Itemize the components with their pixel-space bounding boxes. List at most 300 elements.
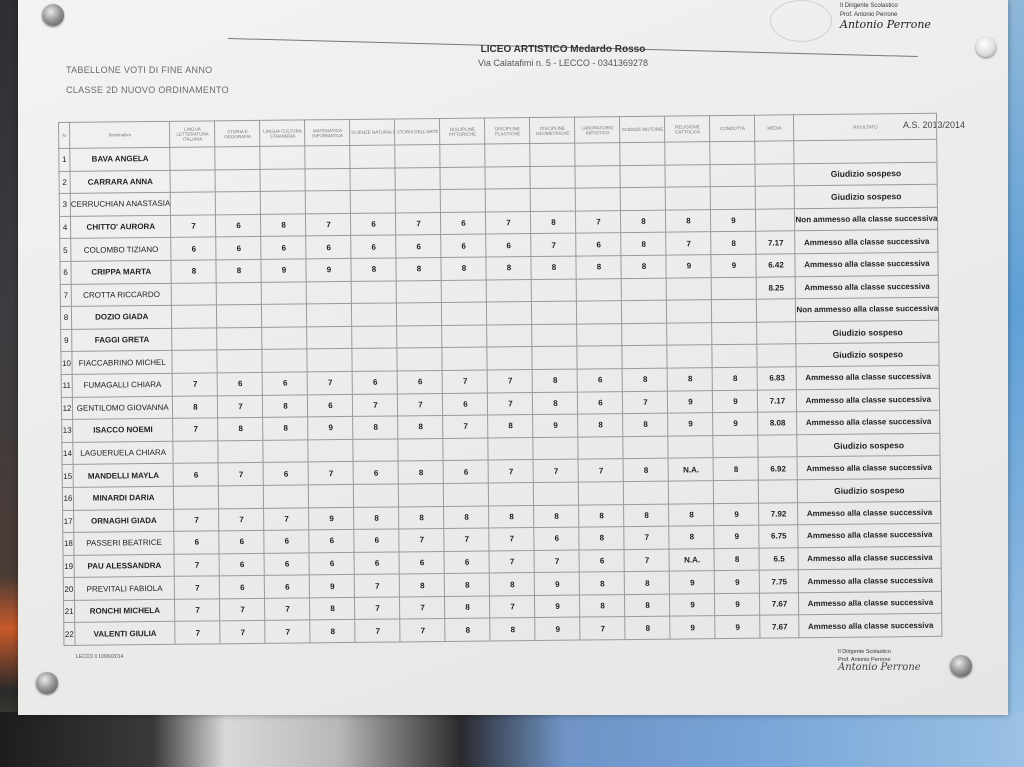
average-cell xyxy=(758,434,797,457)
thumbtack-icon xyxy=(36,672,58,694)
grade-cell: 9 xyxy=(714,525,759,548)
result-cell: Ammesso alla classe successiva xyxy=(797,410,940,434)
row-number: 16 xyxy=(62,487,73,510)
grade-cell: 8 xyxy=(578,414,623,437)
signature-title: Il Dirigente Scolastico xyxy=(840,3,898,9)
grade-cell xyxy=(714,480,759,503)
grade-cell xyxy=(308,439,353,462)
result-cell: Ammesso alla classe successiva xyxy=(798,501,941,525)
grade-cell: 6 xyxy=(444,551,489,574)
grade-cell xyxy=(352,326,397,349)
grade-cell xyxy=(669,481,714,504)
grade-cell xyxy=(262,281,307,304)
result-cell: Giudizio sospeso xyxy=(795,184,938,208)
grade-cell: 8 xyxy=(713,457,758,480)
average-cell: 6.92 xyxy=(758,457,797,480)
grade-cell: 7 xyxy=(175,621,220,644)
result-cell: Non ammesso alla classe successiva xyxy=(795,207,938,231)
column-header: RELIGIONE CATTOLICA xyxy=(665,116,710,142)
school-name: LICEO ARTISTICO Medardo Rosso xyxy=(480,44,646,55)
grade-cell: 8 xyxy=(310,597,355,620)
grade-cell: 7 xyxy=(396,212,441,235)
student-name: CRIPPA MARTA xyxy=(71,260,172,284)
grade-cell: 6 xyxy=(444,460,489,483)
grade-cell: 6 xyxy=(174,531,219,554)
student-name: CROTTA RICCARDO xyxy=(71,283,172,307)
grade-cell: 8 xyxy=(173,395,218,418)
grade-cell xyxy=(350,145,395,168)
grade-cell xyxy=(665,164,710,187)
result-cell: Ammesso alla classe successiva xyxy=(799,569,942,593)
grade-cell: 7 xyxy=(306,213,351,236)
grade-cell xyxy=(397,348,442,371)
grade-cell: 6 xyxy=(309,530,354,553)
average-cell xyxy=(757,299,796,322)
student-name: MINARDI DARIA xyxy=(73,486,174,510)
grade-cell xyxy=(532,279,577,302)
average-cell: 6.75 xyxy=(759,525,798,548)
grade-cell xyxy=(170,147,215,170)
thumbtack-icon xyxy=(42,4,64,26)
row-number: 21 xyxy=(64,600,75,623)
grade-cell: 6 xyxy=(219,530,264,553)
row-number: 20 xyxy=(63,578,74,601)
grade-cell: 7 xyxy=(355,597,400,620)
grade-cell xyxy=(531,188,576,211)
grade-cell: 7 xyxy=(666,232,711,255)
average-cell xyxy=(757,344,796,367)
grade-cell xyxy=(533,437,578,460)
grade-cell xyxy=(309,484,354,507)
grade-cell xyxy=(440,167,485,190)
signature-name: Prof. Antonio Perrone xyxy=(840,12,898,18)
grade-cell: 8 xyxy=(533,392,578,415)
result-cell: Ammesso alla classe successiva xyxy=(797,388,940,412)
grade-cell xyxy=(215,169,260,192)
grade-cell: 8 xyxy=(445,618,490,641)
student-name: RONCHI MICHELA xyxy=(75,599,176,623)
grade-cell: 8 xyxy=(669,526,714,549)
grade-cell xyxy=(622,323,667,346)
grade-cell xyxy=(667,300,712,323)
grade-cell: 9 xyxy=(306,258,351,281)
grade-cell xyxy=(530,166,575,189)
column-header: DISCIPLINE PITTORICHE xyxy=(440,118,485,144)
column-header: DISCIPLINE PLASTICHE xyxy=(485,118,530,144)
grade-cell xyxy=(489,482,534,505)
result-cell: Ammesso alla classe successiva xyxy=(798,546,941,570)
grade-cell: 8 xyxy=(621,255,666,278)
grade-cell xyxy=(712,277,757,300)
grade-cell xyxy=(260,146,305,169)
grade-cell: 8 xyxy=(579,527,624,550)
grade-cell xyxy=(712,322,757,345)
grade-cell: 6 xyxy=(306,236,351,259)
grade-cell: 7 xyxy=(398,393,443,416)
grade-cell: 8 xyxy=(444,506,489,529)
grade-cell xyxy=(532,301,577,324)
grade-cell xyxy=(174,486,219,509)
grade-cell: 8 xyxy=(398,416,443,439)
grade-cell: 7 xyxy=(624,526,669,549)
grade-cell xyxy=(487,324,532,347)
row-number: 14 xyxy=(62,442,73,465)
grade-cell xyxy=(620,142,665,165)
grade-cell: 8 xyxy=(533,369,578,392)
column-header: LINGUA LETTERATURA ITALIANA xyxy=(170,121,215,147)
grade-cell xyxy=(441,189,486,212)
grade-cell: 8 xyxy=(171,260,216,283)
grade-cell xyxy=(307,326,352,349)
average-cell xyxy=(755,163,794,186)
row-number: 9 xyxy=(61,329,72,352)
result-cell: Ammesso alla classe successiva xyxy=(795,252,938,276)
grade-cell xyxy=(351,190,396,213)
grade-cell xyxy=(305,145,350,168)
result-cell: Giudizio sospeso xyxy=(796,343,939,367)
grade-cell xyxy=(579,482,624,505)
grade-cell xyxy=(397,325,442,348)
grade-cell: 6 xyxy=(354,529,399,552)
grade-cell xyxy=(532,324,577,347)
grade-cell xyxy=(440,144,485,167)
grade-cell: 8 xyxy=(399,461,444,484)
average-cell: 6.42 xyxy=(756,254,795,277)
grade-cell xyxy=(577,301,622,324)
grade-cell xyxy=(442,347,487,370)
row-number: 10 xyxy=(61,352,72,375)
grade-cell xyxy=(262,304,307,327)
result-cell xyxy=(794,139,937,163)
grade-cell: 7 xyxy=(580,617,625,640)
student-name: PASSERI BEATRICE xyxy=(74,531,175,555)
grade-cell xyxy=(442,280,487,303)
grade-cell xyxy=(397,303,442,326)
grade-cell: 7 xyxy=(309,462,354,485)
grade-cell: 8 xyxy=(354,506,399,529)
place-date: LECCO li 10/06/2014 xyxy=(76,654,124,660)
grade-cell: 6 xyxy=(351,213,396,236)
grade-cell: 6 xyxy=(578,391,623,414)
grade-cell xyxy=(667,277,712,300)
grade-cell xyxy=(666,187,711,210)
grade-cell: 7 xyxy=(265,620,310,643)
grade-cell xyxy=(352,281,397,304)
grade-cell: 8 xyxy=(621,233,666,256)
student-name: CARRARA ANNA xyxy=(70,170,171,194)
result-cell: Ammesso alla classe successiva xyxy=(796,275,939,299)
grade-cell: 8 xyxy=(490,573,535,596)
grade-cell: 7 xyxy=(265,598,310,621)
student-name: ISACCO NOEMI xyxy=(73,418,174,442)
grade-cell: 6 xyxy=(264,530,309,553)
grade-cell xyxy=(396,190,441,213)
grade-cell: 7 xyxy=(400,596,445,619)
column-header: N xyxy=(59,122,70,148)
grade-cell: 8 xyxy=(263,417,308,440)
grade-cell: 6 xyxy=(443,393,488,416)
grade-cell xyxy=(395,167,440,190)
grade-cell: 7 xyxy=(218,395,263,418)
grade-cell xyxy=(711,186,756,209)
grade-cell: 7 xyxy=(400,619,445,642)
grade-cell: 8 xyxy=(489,505,534,528)
grade-cell: 7 xyxy=(444,528,489,551)
average-cell xyxy=(756,209,795,232)
grade-cell: 9 xyxy=(713,390,758,413)
grade-cell: 7 xyxy=(486,211,531,234)
grades-table xyxy=(58,113,943,646)
grade-cell xyxy=(667,322,712,345)
grade-cell xyxy=(712,345,757,368)
grade-cell: 6 xyxy=(441,234,486,257)
grade-cell: 6 xyxy=(354,461,399,484)
result-cell: Non ammesso alla classe successiva xyxy=(796,297,939,321)
grade-cell: 6 xyxy=(261,236,306,259)
class-name: CLASSE 2D NUOVO ORDINAMENTO xyxy=(66,85,229,95)
grade-cell xyxy=(217,305,262,328)
row-number: 5 xyxy=(60,239,71,262)
student-name: MANDELLI MAYLA xyxy=(73,464,174,488)
grade-cell: 6 xyxy=(264,462,309,485)
grade-cell: 9 xyxy=(533,414,578,437)
grade-cell: 8 xyxy=(713,367,758,390)
grade-cell: 6 xyxy=(578,369,623,392)
student-name: FIACCABRINO MICHEL xyxy=(72,351,173,375)
student-name: CERRUCHIAN ANASTASIA xyxy=(70,193,171,217)
grade-cell xyxy=(307,349,352,372)
wall-background-bottom xyxy=(0,712,1024,767)
grade-cell xyxy=(172,305,217,328)
grade-cell: 8 xyxy=(490,618,535,641)
student-name: ORNAGHI GIADA xyxy=(74,509,175,533)
student-name: DOZIO GIADA xyxy=(71,305,172,329)
grade-cell: 6 xyxy=(220,576,265,599)
grade-cell: 6 xyxy=(309,552,354,575)
grade-cell xyxy=(261,191,306,214)
grade-cell xyxy=(487,347,532,370)
grade-cell xyxy=(624,481,669,504)
grade-cell: 8 xyxy=(531,256,576,279)
grade-cell xyxy=(712,299,757,322)
result-cell: Giudizio sospeso xyxy=(794,162,937,186)
grade-cell: 7 xyxy=(399,529,444,552)
handwritten-signature: Antonio Perrone xyxy=(838,662,921,673)
grade-cell: 6 xyxy=(171,237,216,260)
grade-cell xyxy=(622,300,667,323)
grade-cell: 7 xyxy=(355,619,400,642)
grade-cell: 8 xyxy=(580,572,625,595)
column-header: STORIA DELL'ARTE xyxy=(395,119,440,145)
grade-cell xyxy=(488,437,533,460)
grade-cell: 9 xyxy=(535,595,580,618)
grade-cell: 7 xyxy=(174,508,219,531)
grade-cell: 9 xyxy=(535,618,580,641)
grade-cell xyxy=(622,278,667,301)
grade-cell: 7 xyxy=(488,369,533,392)
grade-cell: 7 xyxy=(443,415,488,438)
average-cell: 8.08 xyxy=(758,412,797,435)
row-number: 22 xyxy=(64,623,75,646)
average-cell: 7.75 xyxy=(760,570,799,593)
grade-cell xyxy=(218,440,263,463)
grade-cell xyxy=(260,169,305,192)
grade-cell xyxy=(264,485,309,508)
grade-cell: 8 xyxy=(488,415,533,438)
grade-cell xyxy=(443,438,488,461)
board-header xyxy=(66,60,229,100)
grade-cell: 8 xyxy=(579,504,624,527)
grade-cell xyxy=(399,483,444,506)
grade-cell xyxy=(485,144,530,167)
grade-cell: 8 xyxy=(400,574,445,597)
grade-cell: 9 xyxy=(715,616,760,639)
grade-cell: 8 xyxy=(625,594,670,617)
average-cell: 7.92 xyxy=(759,502,798,525)
row-number: 3 xyxy=(59,194,70,217)
grade-cell: 8 xyxy=(580,594,625,617)
grade-cell xyxy=(442,325,487,348)
grade-cell: 8 xyxy=(621,210,666,233)
grade-cell: 6 xyxy=(174,463,219,486)
row-number: 19 xyxy=(63,555,74,578)
grade-cell: 9 xyxy=(670,594,715,617)
grade-cell: 7 xyxy=(578,459,623,482)
grade-cell: 7 xyxy=(443,370,488,393)
official-stamp xyxy=(770,0,832,42)
grade-cell: 9 xyxy=(670,616,715,639)
grade-cell: 7 xyxy=(174,554,219,577)
grade-cell xyxy=(486,189,531,212)
grade-cell: 8 xyxy=(261,214,306,237)
grade-cell xyxy=(172,282,217,305)
grade-cell: 7 xyxy=(355,574,400,597)
grade-cell: 6 xyxy=(441,212,486,235)
grade-cell: 8 xyxy=(623,368,668,391)
grade-cell xyxy=(668,435,713,458)
grade-cell: 8 xyxy=(445,596,490,619)
grade-cell: 6 xyxy=(263,372,308,395)
grade-cell: 7 xyxy=(308,371,353,394)
grade-cell xyxy=(442,302,487,325)
grade-cell: 8 xyxy=(310,620,355,643)
row-number: 18 xyxy=(63,532,74,555)
grade-cell: 9 xyxy=(535,572,580,595)
average-cell: 7.17 xyxy=(756,231,795,254)
grade-cell: 7 xyxy=(534,459,579,482)
grade-cell: 9 xyxy=(308,417,353,440)
average-cell: 6.5 xyxy=(759,547,798,570)
student-name: FUMAGALLI CHIARA xyxy=(72,373,173,397)
column-header: MATEMATICA INFORMATICA xyxy=(305,119,350,145)
grade-cell: 7 xyxy=(219,508,264,531)
grade-cell: 8 xyxy=(668,368,713,391)
student-name: FAGGI GRETA xyxy=(72,328,173,352)
grade-cell xyxy=(305,168,350,191)
column-header: SCIENZE MOTORIE xyxy=(620,116,665,142)
grade-cell: 6 xyxy=(354,552,399,575)
grade-cell: 8 xyxy=(218,417,263,440)
grade-cell: 7 xyxy=(175,599,220,622)
grade-cell xyxy=(307,304,352,327)
grade-cell xyxy=(532,346,577,369)
grade-cell: 7 xyxy=(489,550,534,573)
average-cell xyxy=(759,480,798,503)
grade-cell xyxy=(217,327,262,350)
grade-cell: 7 xyxy=(531,233,576,256)
grade-cell xyxy=(217,350,262,373)
grade-cell: 6 xyxy=(579,549,624,572)
grade-cell: 7 xyxy=(489,460,534,483)
column-header: RISULTATO xyxy=(794,113,937,140)
grade-cell xyxy=(354,484,399,507)
result-cell: Ammesso alla classe successiva xyxy=(799,591,942,615)
grade-cell: 8 xyxy=(625,571,670,594)
grade-cell xyxy=(665,142,710,165)
grade-cell xyxy=(623,436,668,459)
grade-cell xyxy=(487,302,532,325)
grade-cell xyxy=(577,346,622,369)
grade-cell: 8 xyxy=(445,573,490,596)
school-header xyxy=(448,44,678,68)
grade-cell: 9 xyxy=(715,593,760,616)
row-number: 8 xyxy=(60,307,71,330)
grade-cell: 8 xyxy=(441,257,486,280)
grade-cell xyxy=(667,345,712,368)
grade-cell: 6 xyxy=(264,553,309,576)
grade-cell xyxy=(353,439,398,462)
student-name: GENTILOMO GIOVANNA xyxy=(72,396,173,420)
grade-cell xyxy=(307,281,352,304)
result-cell: Giudizio sospeso xyxy=(796,320,939,344)
grade-cell: 7 xyxy=(264,507,309,530)
column-header: STORIA E GEOGRAFIA xyxy=(215,120,260,146)
average-cell: 6.83 xyxy=(758,367,797,390)
grade-cell xyxy=(622,345,667,368)
grade-cell xyxy=(576,188,621,211)
signature-name: Prof. Antonio Perrone xyxy=(838,657,891,663)
column-header: MEDIA xyxy=(755,115,794,141)
grade-cell xyxy=(352,303,397,326)
grade-cell: 6 xyxy=(218,372,263,395)
signature-block-top xyxy=(840,2,931,29)
grade-sheet xyxy=(18,0,1008,715)
grade-cell: 9 xyxy=(668,390,713,413)
student-name: PREVITALI FABIOLA xyxy=(74,577,175,601)
grade-cell: 8 xyxy=(623,458,668,481)
grade-cell xyxy=(350,168,395,191)
grade-cell: 9 xyxy=(715,570,760,593)
grade-cell: 7 xyxy=(489,528,534,551)
grade-cell: 7 xyxy=(173,373,218,396)
result-cell: Giudizio sospeso xyxy=(798,478,941,502)
row-number: 2 xyxy=(59,171,70,194)
grade-cell: 8 xyxy=(399,506,444,529)
grade-cell xyxy=(534,482,579,505)
grade-cell: 9 xyxy=(713,412,758,435)
average-cell xyxy=(757,322,796,345)
school-year: A.S. 2013/2014 xyxy=(903,120,966,130)
grade-cell xyxy=(577,323,622,346)
result-cell: Ammesso alla classe successiva xyxy=(797,456,940,480)
thumbtack-icon xyxy=(950,655,972,677)
school-address: Via Calatafimi n. 5 - LECCO - 0341369278 xyxy=(478,58,648,68)
grade-cell xyxy=(172,328,217,351)
grade-cell: 8 xyxy=(531,211,576,234)
grade-cell: 7 xyxy=(534,550,579,573)
grade-cell: 7 xyxy=(576,210,621,233)
row-number: 7 xyxy=(60,284,71,307)
